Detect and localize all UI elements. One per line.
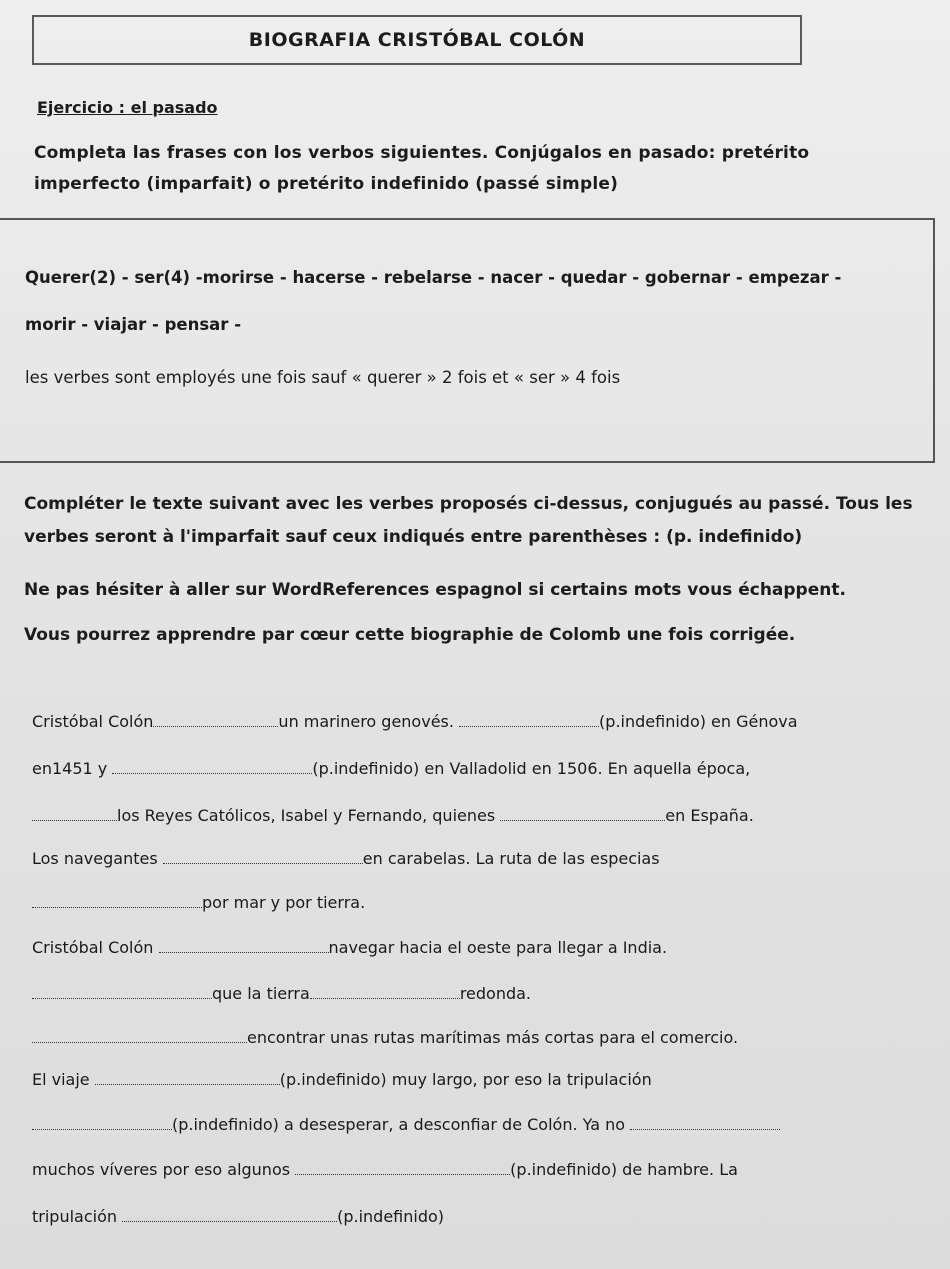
exercise-text: (p.indefinido) en Valladolid en 1506. En aquella época, bbox=[312, 759, 751, 778]
answer-blank[interactable] bbox=[32, 984, 212, 999]
exercise-text: redonda. bbox=[459, 984, 532, 1003]
document-title: BIOGRAFIA CRISTÓBAL COLÓN bbox=[248, 29, 586, 51]
exercise-line bbox=[32, 938, 922, 957]
exercise-text: Los navegantes bbox=[32, 849, 158, 868]
exercise-text: (p.indefinido) de hambre. La bbox=[510, 1160, 738, 1179]
exercise-text: en España. bbox=[665, 806, 754, 825]
exercise-text: (p.indefinido) bbox=[337, 1207, 445, 1226]
exercise-text: tripulación bbox=[32, 1207, 118, 1226]
answer-blank[interactable] bbox=[295, 1160, 510, 1175]
answer-blank[interactable] bbox=[95, 1070, 280, 1085]
answer-blank[interactable] bbox=[310, 984, 460, 999]
title-box bbox=[32, 15, 802, 65]
spanish-instruction: Completa las frases con los verbos siguientes. Conjúgalos en pasado: pretérito imperfecto (imparfait) o pretérito indefinido (passé simple) bbox=[34, 143, 810, 194]
exercise-line bbox=[32, 712, 922, 731]
french-instruction-2: Ne pas hésiter à aller sur WordReferences espagnol si certains mots vous échappent. bbox=[24, 580, 846, 600]
answer-blank[interactable] bbox=[153, 712, 278, 727]
exercise-text: por mar y por tierra. bbox=[202, 893, 366, 912]
exercise-heading: Ejercicio : el pasado bbox=[37, 98, 218, 117]
answer-blank[interactable] bbox=[500, 806, 665, 821]
verb-list-line-2: morir - viajar - pensar - bbox=[25, 315, 242, 334]
french-instruction-1: Compléter le texte suivant avec les verbes proposés ci-dessus, conjugués au passé. Tous les verbes seront à l'imparfait sauf ceux indiqués entre parenthèses : (p. indefinido) bbox=[24, 494, 913, 547]
exercise-text: los Reyes Católicos, Isabel y Fernando, quienes bbox=[117, 806, 496, 825]
exercise-text: encontrar unas rutas marítimas más cortas para el comercio. bbox=[247, 1028, 739, 1047]
exercise-text: El viaje bbox=[32, 1070, 90, 1089]
french-instruction-3: Vous pourrez apprendre par cœur cette biographie de Colomb une fois corrigée. bbox=[24, 625, 796, 645]
answer-blank[interactable] bbox=[630, 1115, 780, 1130]
exercise-line bbox=[32, 759, 922, 778]
exercise-line bbox=[32, 1207, 922, 1226]
verb-list-box bbox=[0, 218, 935, 463]
exercise-text: muchos víveres por eso algunos bbox=[32, 1160, 291, 1179]
answer-blank[interactable] bbox=[163, 849, 363, 864]
answer-blank[interactable] bbox=[32, 806, 117, 821]
answer-blank[interactable] bbox=[159, 938, 329, 953]
exercise-text: Cristóbal Colón bbox=[32, 938, 154, 957]
exercise-text: Cristóbal Colón bbox=[32, 712, 154, 731]
verb-list-line-1: Querer(2) - ser(4) -morirse - hacerse - rebelarse - nacer - quedar - gobernar - empezar - bbox=[25, 268, 842, 287]
exercise-line bbox=[32, 984, 922, 1003]
exercise-text: en carabelas. La ruta de las especias bbox=[362, 849, 660, 868]
exercise-text: (p.indefinido) muy largo, por eso la tripulación bbox=[279, 1070, 652, 1089]
exercise-text: un marinero genovés. bbox=[278, 712, 454, 731]
exercise-line bbox=[32, 1160, 922, 1179]
answer-blank[interactable] bbox=[32, 1028, 247, 1043]
exercise-text: (p.indefinido) en Génova bbox=[599, 712, 798, 731]
answer-blank[interactable] bbox=[112, 759, 312, 774]
exercise-text: navegar hacia el oeste para llegar a India. bbox=[328, 938, 668, 957]
answer-blank[interactable] bbox=[459, 712, 599, 727]
exercise-text: en1451 y bbox=[32, 759, 108, 778]
answer-blank[interactable] bbox=[122, 1207, 337, 1222]
exercise-line bbox=[32, 1070, 922, 1089]
exercise-line bbox=[32, 893, 922, 912]
verb-usage-note: les verbes sont employés une fois sauf « querer » 2 fois et « ser » 4 fois bbox=[25, 368, 621, 387]
answer-blank[interactable] bbox=[32, 1115, 172, 1130]
exercise-text: (p.indefinido) a desesperar, a desconfiar de Colón. Ya no bbox=[172, 1115, 626, 1134]
exercise-line bbox=[32, 849, 922, 868]
exercise-line bbox=[32, 1028, 922, 1047]
answer-blank[interactable] bbox=[32, 893, 202, 908]
exercise-line bbox=[32, 806, 922, 825]
exercise-line bbox=[32, 1115, 922, 1134]
exercise-text: que la tierra bbox=[212, 984, 310, 1003]
